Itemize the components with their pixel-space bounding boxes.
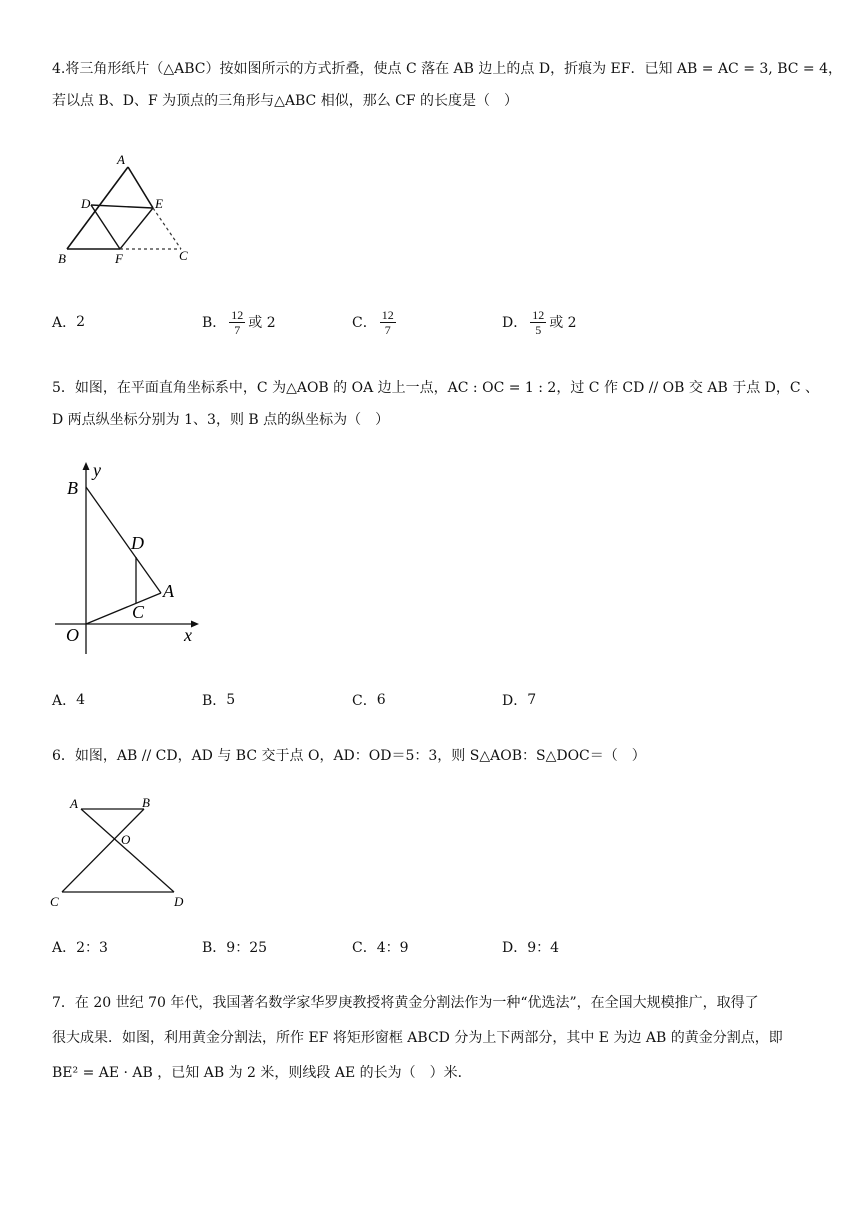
dashed-EC [153, 208, 181, 249]
segment-EF [120, 208, 153, 249]
label-B: B [67, 478, 78, 498]
question-6-options [52, 927, 752, 967]
label-D: D [174, 894, 184, 909]
question-4-options [52, 302, 752, 342]
question-4-line-2: 若以点 B、D、F 为顶点的三角形与△ABC 相似，那么 CF 的长度是（ ） [52, 93, 519, 109]
option-6-C[interactable]: C． 4：9 [352, 940, 409, 956]
question-5-line-2: D 两点纵坐标分别为 1、3，则 B 点的纵坐标为（ ） [52, 412, 390, 428]
segment-AE [128, 167, 153, 208]
question-5-figure [55, 460, 215, 660]
label-y: y [93, 460, 101, 480]
segment-DF [91, 205, 120, 249]
segment-DE [91, 205, 153, 208]
question-5-options [52, 680, 752, 720]
option-5-D[interactable]: D． 7 [502, 692, 537, 709]
question-6 [52, 740, 812, 772]
label-O: O [121, 832, 131, 847]
option-6-B[interactable]: B． 9：25 [202, 940, 268, 956]
option-4-B[interactable]: B． $\frac{12}{7}$ 或 2 [202, 307, 276, 337]
label-O: O [66, 625, 79, 645]
option-6-D[interactable]: D． 9：4 [502, 940, 560, 956]
fraction: $\frac{12}{5}$ [532, 307, 545, 337]
fraction: $\frac{12}{7}$ [381, 307, 394, 337]
label-x: x [184, 625, 192, 645]
option-5-B[interactable]: B． 5 [202, 692, 236, 709]
label-C: C [50, 894, 59, 909]
question-4-line-1: 4.将三角形纸片（△ABC）按如图所示的方式折叠，使点 C 落在 AB 边上的点 D，折痕为 EF．已知 AB = AC = 3, BC = 4， [52, 61, 842, 77]
label-B: B [58, 251, 66, 266]
fraction: $\frac{12}{7}$ [231, 307, 244, 337]
label-C: C [132, 602, 145, 622]
option-4-A[interactable]: A． 2 [52, 314, 86, 331]
question-5 [52, 372, 820, 436]
label-A: A [163, 581, 174, 601]
question-5-line-1: 5．如图，在平面直角坐标系中，C 为△AOB 的 OA 边上一点，AC : OC = 1 : 2，过 C 作 CD // OB 交 AB 于点 D，C 、 [52, 380, 820, 396]
label-E: E [155, 196, 163, 211]
question-4-figure [55, 150, 205, 270]
question-7-line-3: BE² = AE · AB ，已知 AB 为 2 米，则线段 AE 的长为（ ）米． [52, 1065, 472, 1081]
question-7 [52, 986, 812, 1091]
x-axis-arrow [191, 621, 199, 628]
label-D: D [131, 533, 144, 553]
option-5-C[interactable]: C． 6 [352, 692, 386, 709]
segment-AB [67, 167, 128, 249]
option-6-A[interactable]: A． 2：3 [52, 940, 108, 956]
label-B: B [142, 795, 150, 810]
label-F: F [115, 251, 123, 266]
segment-OA [86, 593, 161, 624]
segment-AD [81, 809, 174, 892]
option-5-A[interactable]: A． 4 [52, 692, 86, 709]
question-6-line-1: 6．如图，AB // CD，AD 与 BC 交于点 O，AD：OD＝5：3，则 S△AOB：S△DOC＝（ ） [52, 748, 646, 764]
segment-BC [62, 809, 144, 892]
label-D: D [81, 196, 91, 211]
option-4-D[interactable]: D． $\frac{12}{5}$ 或 2 [502, 307, 577, 337]
y-axis-arrow [83, 462, 90, 470]
option-4-C[interactable]: C． $\frac{12}{7}$ [352, 307, 394, 337]
question-7-line-1: 7．在 20 世纪 70 年代，我国著名数学家华罗庚教授将黄金分割法作为一种“优选法”，在全国大规模推广，取得了 [52, 995, 759, 1011]
label-C: C [179, 248, 188, 263]
question-7-line-2: 很大成果．如图，利用黄金分割法，所作 EF 将矩形窗框 ABCD 分为上下两部分，其中 E 为边 AB 的黄金分割点，即 [52, 1030, 783, 1046]
label-A: A [117, 152, 125, 167]
segment-BA [86, 487, 161, 593]
question-4 [52, 53, 842, 117]
question-6-figure [48, 792, 198, 907]
label-A: A [70, 796, 78, 811]
